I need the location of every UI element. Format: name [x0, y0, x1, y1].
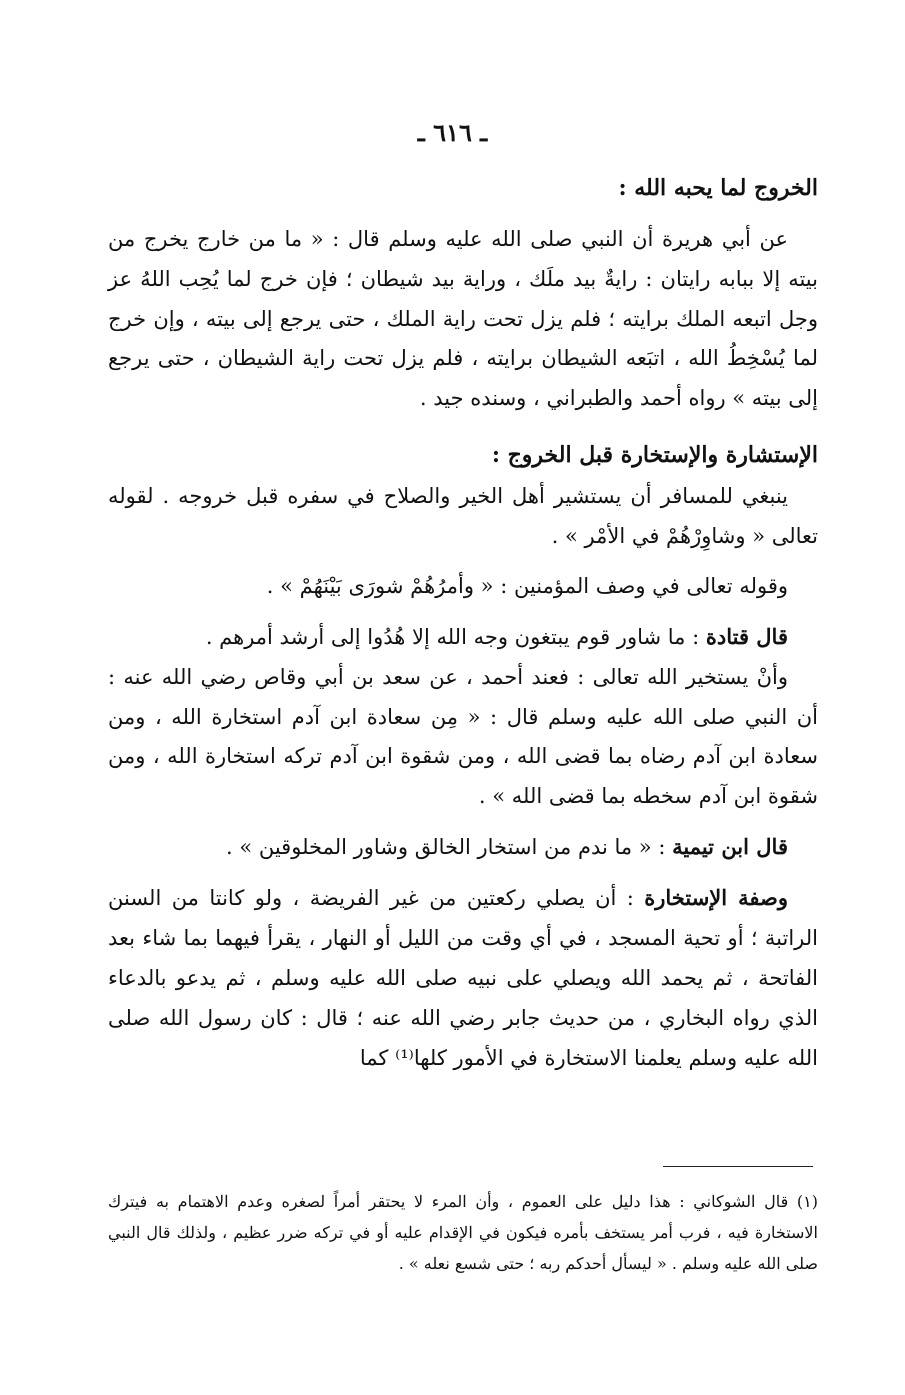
footnote-divider [663, 1166, 813, 1167]
paragraph-istishara-2: وقوله تعالى في وصف المؤمنين : « وأمرُهُمْ شورَى بَيْنَهُمْ » . [266, 573, 788, 598]
paragraph-sifa-istikhara [108, 878, 818, 1078]
sifa-text: : أن يصلي ركعتين من غير الفريضة ، ولو كانتا من السنن الراتبة ؛ أو تحية المسجد ، في أي وقت من الليل أو النهار ، يقرأ فيهما بما شاء بعد الفاتحة ، ثم يحمد الله ويصلي على نبيه صلى الله عليه وسلم ، ثم يدعو بالدعاء الذي رواه البخاري ، من حديث جابر رضي الله عنه ؛ قال : كان رسول الله صلى الله عليه وسلم يعلمنا الاستخارة في الأمور كلها⁽¹⁾ كما [108, 886, 818, 1070]
paragraph-ibn-taymiyya [108, 827, 818, 868]
paragraph-qatada [108, 617, 818, 658]
heading-istishara: الإستشارة والإستخارة قبل الخروج : [491, 442, 818, 469]
footnotes [108, 1186, 818, 1280]
paragraph-istikhara-hadith: وأنْ يستخير الله تعالى : فعند أحمد ، عن سعد بن أبي وقاص رضي الله عنه : أن النبي صلى الله عليه وسلم قال : « مِن سعادة ابن آدم استخارة الله ، ومن سعادة ابن آدم رضاه بما قضى الله ، ومن شقوة ابن آدم تركه استخارة الله ، ومن شقوة ابن آدم سخطه بما قضى الله » . [108, 664, 818, 809]
taymiyya-label: قال ابن تيمية [672, 834, 788, 860]
paragraph-istishara-1: ينبغي للمسافر أن يستشير أهل الخير والصلاح في سفره قبل خروجه . لقوله تعالى « وشاوِرْهُمْ في الأمْر » . [108, 484, 818, 548]
qatada-label: قال قتادة [705, 623, 788, 649]
paragraph-khuruj-hadith: عن أبي هريرة أن النبي صلى الله عليه وسلم قال : « ما من خارج يخرج من بيته إلا ببابه رايتان : رايةٌ بيد ملَك ، وراية بيد شيطان ؛ فإن خرج لما يُحِب اللهُ عز وجل اتبعه الملك برايته ؛ فلم يزل تحت راية الملك ، حتى يرجع إلى بيته ، وإن خرج لما يُسْخِطُ الله ، اتبَعه الشيطان برايته ، فلم يزل تحت راية الشيطان ، حتى يرجع إلى بيته » رواه أحمد والطبراني ، وسنده جيد . [108, 226, 818, 411]
heading-khuruj: الخروج لما يحبه الله : [618, 175, 818, 201]
taymiyya-text: : « ما ندم من استخار الخالق وشاور المخلوقين » . [225, 835, 666, 860]
qatada-text: : ما شاور قوم يبتغون وجه الله إلا هُدُوا إلى أرشد أمرهم . [205, 624, 700, 649]
page-number: ـ ٦١٦ ـ [417, 118, 488, 147]
main-text [108, 168, 818, 1079]
footnote-1: (١) قال الشوكاني : هذا دليل على العموم ، وأن المرء لا يحتقر أمراً لصغره وعدم الاهتمام به فيترك الاستخارة فيه ، فرب أمر يستخف بأمره فيكون في الإقدام عليه أو في تركه ضرر عظيم ، ولذلك قال النبي صلى الله عليه وسلم . « ليسأل أحدكم ربه ؛ حتى شسع نعله » . [108, 1192, 819, 1274]
sifa-label: وصفة الإستخارة [644, 885, 789, 911]
